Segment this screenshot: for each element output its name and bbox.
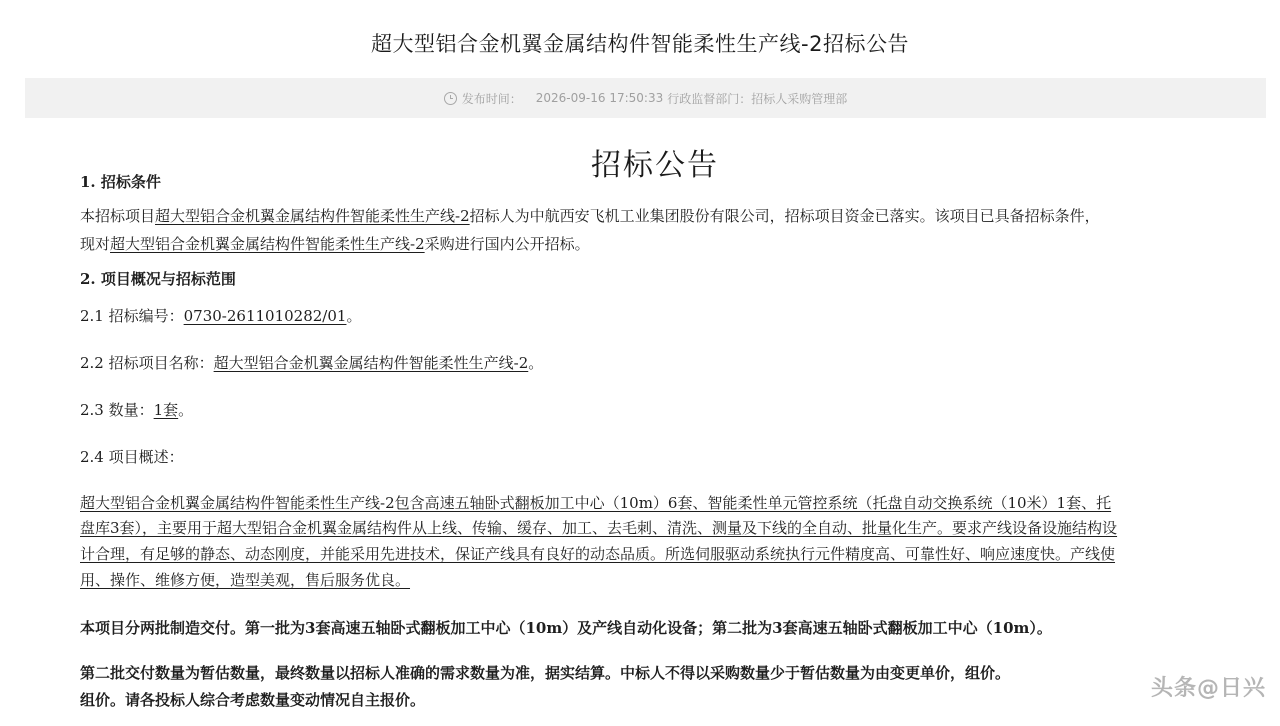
supervision-dept-value: 招标人采购管理部 <box>751 91 848 106</box>
quantity-item: 2.3 数量：1套。 <box>80 401 194 419</box>
overview-line: 盘库3套），主要用于超大型铝合金机翼金属结构件从上线、传输、缓存、加工、去毛刺、清洗、测量及下线的全自动、批量化生产。要求产线设备设施结构设 <box>80 519 1118 537</box>
page-title: 超大型铝合金机翼金属结构件智能柔性生产线-2招标公告 <box>371 32 909 56</box>
publish-meta-bar <box>25 78 1266 118</box>
publish-time-value: 2026-09-16 17:50:33 <box>535 91 664 105</box>
project-name-value: 超大型铝合金机翼金属结构件智能柔性生产线-2 <box>213 354 529 372</box>
section-1-paragraph-line-1: 本招标项目超大型铝合金机翼金属结构件智能柔性生产线-2招标人为中航西安飞机工业集团股份有限公司，招标项目资金已落实。该项目已具备招标条件， <box>80 207 1100 225</box>
section-2-title: 2. 项目概况与招标范围 <box>80 270 236 288</box>
bid-number-value: 0730-2611010282/01 <box>183 307 347 325</box>
clock-icon <box>444 92 457 105</box>
overview-label: 2.4 项目概述： <box>80 448 184 466</box>
project-name-link[interactable]: 超大型铝合金机翼金属结构件智能柔性生产线-2 <box>155 207 470 225</box>
quantity-note-line: 组价。请各投标人综合考虑数量变动情况自主报价。 <box>80 691 426 709</box>
section-1-paragraph-line-2: 现对超大型铝合金机翼金属结构件智能柔性生产线-2采购进行国内公开招标。 <box>80 235 590 253</box>
bid-number-item: 2.1 招标编号：0730-2611010282/01。 <box>80 307 362 325</box>
project-name-link[interactable]: 超大型铝合金机翼金属结构件智能柔性生产线-2 <box>110 235 425 253</box>
publish-time-label: 发布时间： <box>461 91 522 106</box>
delivery-batches-line: 本项目分两批制造交付。第一批为3套高速五轴卧式翻板加工中心（10m）及产线自动化设备；第二批为3套高速五轴卧式翻板加工中心（10m）。 <box>80 619 1052 637</box>
overview-line: 计合理，有足够的静态、动态刚度，并能采用先进技术，保证产线具有良好的动态品质。所选伺服驱动系统执行元件精度高、可靠性好、响应速度快。产线使 <box>80 545 1116 563</box>
section-1-title: 1. 招标条件 <box>80 173 161 191</box>
supervision-dept-label: 行政监督部门： <box>667 91 752 106</box>
overview-line: 用、操作、维修方便，造型美观，售后服务优良。 <box>80 571 411 589</box>
watermark: 头条@日兴 <box>1150 676 1266 701</box>
project-name-item: 2.2 招标项目名称：超大型铝合金机翼金属结构件智能柔性生产线-2。 <box>80 354 544 372</box>
quantity-value: 1套 <box>153 401 179 419</box>
quantity-note-line: 第二批交付数量为暂估数量，最终数量以招标人准确的需求数量为准，据实结算。中标人不得以采购数量少于暂估数量为由变更单价，组价。 <box>80 664 1011 682</box>
document-heading: 招标公告 <box>591 148 719 183</box>
overview-line: 超大型铝合金机翼金属结构件智能柔性生产线-2包含高速五轴卧式翻板加工中心（10m）6套、智能柔性单元管控系统（托盘自动交换系统（10米）1套、托 <box>80 494 1112 512</box>
